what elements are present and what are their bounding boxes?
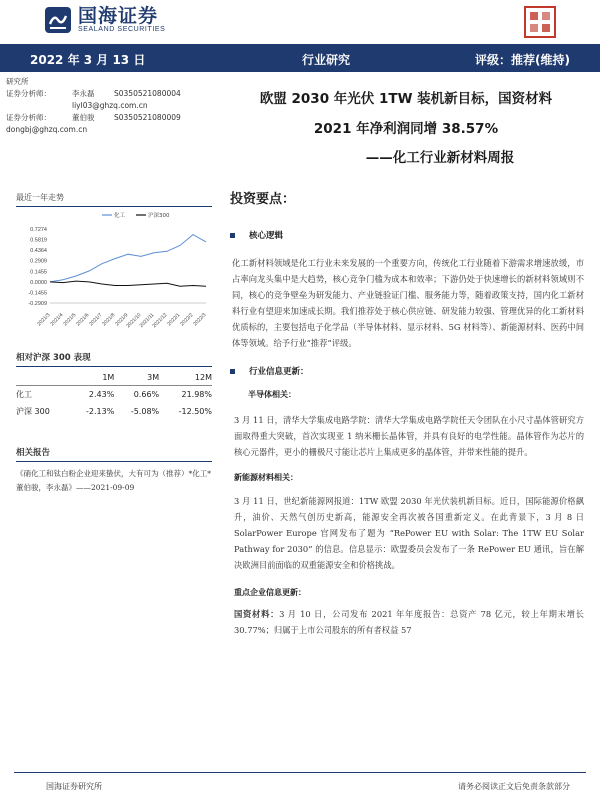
brand-name-cn: 国海证券 bbox=[78, 5, 159, 27]
row-name: 沪深 300 bbox=[16, 407, 50, 416]
analyst-info bbox=[6, 76, 226, 136]
industry-heading bbox=[230, 365, 584, 377]
investment-heading: 投资要点： bbox=[230, 192, 296, 207]
legend-label: 沪深300 bbox=[148, 213, 170, 219]
x-tick-label: 2021/12 bbox=[151, 312, 169, 330]
core-logic-paragraph: 化工新材料领域是化工行业未来发展的一个重要方向，传统化工行业随着下游需求增速放缓，市占率向龙头集中是大趋势，核心竞争门槛为成本和效率；下游仍处于快速增长的新材料领域则不同，核心的竞争壁垒为研发能力、产业链验证门槛、服务能力等，随着政策支持，国内化工新材料行业有望迎来加速成长期。我们推荐处于核心供应链、研发能力较强、管理优异的化工新材料优质标的，主要包括电子化学品（半导体材料、显示材料、5G 材料等）、新能源材料、医药中间体等领域。给予行业“推荐”评级。 bbox=[232, 258, 584, 348]
red-seal-icon bbox=[522, 4, 558, 40]
analyst-email-row bbox=[6, 124, 226, 136]
row-name: 化工 bbox=[16, 390, 32, 399]
series-line-化工 bbox=[50, 235, 206, 282]
analyst-role: 证券分析师： bbox=[6, 89, 51, 98]
x-tick-label: 2021/9 bbox=[114, 312, 130, 328]
x-tick-label: 2021/8 bbox=[101, 312, 117, 328]
cell-3m: -5.08% bbox=[130, 407, 160, 416]
cell-12m: -12.50% bbox=[178, 407, 212, 416]
energy-paragraph: 3 月 11 日，世纪新能源网报道：1TW 欧盟 2030 年光伏装机新目标。近日，国际能源价格飙升，油价、天然气创历史新高，能源安全再次被各国重新定义。在此背景下，3 月 8 日 SolarPower Europe 官网发布了题为 “RePower EU with Solar: The 1TW EU Solar Pathway for 2030” 的信息。信息显示：欧盟委员会发布了一条 RePower EU 通讯，旨在解决欧洲目前面临的双重能源安全和价格挑战。 bbox=[234, 496, 584, 570]
table-row bbox=[16, 403, 212, 420]
cell-1m: 2.43% bbox=[88, 390, 115, 399]
brand-name-en: SEALAND SECURITIES bbox=[78, 26, 166, 33]
col-header: 3M bbox=[114, 367, 159, 386]
title-line-1: 欧盟 2030 年光伏 1TW 装机新目标，国资材料 bbox=[259, 91, 553, 107]
legend-label: 化工 bbox=[114, 213, 126, 219]
core-logic-heading bbox=[230, 229, 584, 241]
table-header-row bbox=[16, 367, 212, 386]
x-tick-label: 2022/3 bbox=[192, 312, 208, 328]
analyst-cert: S0350521080004 bbox=[114, 89, 181, 98]
header-bar bbox=[0, 44, 600, 72]
y-tick-label: 0.1455 bbox=[30, 269, 47, 276]
analyst-cert: S0350521080009 bbox=[114, 113, 181, 122]
company-text: 3 月 10 日，公司发布 2021 年年度报告：总资产 78 亿元，较上年期末增长 30.77%；归属于上市公司股东的所有者权益 57 bbox=[234, 609, 584, 635]
x-tick-label: 2021/3 bbox=[36, 312, 52, 328]
performance-table bbox=[16, 367, 212, 420]
semiconductor-paragraph: 3 月 11 日，清华大学集成电路学院：清华大学集成电路学院任天令团队在小尺寸晶体管研究方面取得重大突破，首次实现亚 1 纳米栅长晶体管，并具有良好的电学性能。晶体管作为芯片的核心元器件，更小的栅极尺寸能让芯片上集成更多的晶体管，并带来性能的提升。 bbox=[234, 415, 584, 457]
semiconductor-heading: 半导体相关： bbox=[248, 390, 296, 399]
bullet-square-icon bbox=[230, 369, 235, 374]
research-dept: 研究所 bbox=[6, 77, 29, 86]
industry-label: 行业信息更新： bbox=[249, 367, 309, 377]
trend-chart-svg bbox=[16, 207, 212, 335]
col-header bbox=[16, 367, 70, 386]
analyst-role: 证券分析师： bbox=[6, 113, 51, 122]
analyst-name: 董伯骏 bbox=[72, 113, 95, 122]
performance-title: 相对沪深 300 表现 bbox=[16, 351, 212, 367]
series-line-沪深300 bbox=[50, 281, 206, 286]
title-line-2: 2021 年净利润同增 38.57% bbox=[313, 121, 499, 137]
x-tick-label: 2021/6 bbox=[75, 312, 91, 328]
y-tick-label: 0.7274 bbox=[30, 227, 47, 233]
y-tick-label: 0.5819 bbox=[30, 237, 47, 244]
y-tick-label: 0.2909 bbox=[30, 258, 47, 265]
trend-label: 最近一年走势 bbox=[16, 192, 212, 207]
analyst-name: 李永磊 bbox=[72, 89, 95, 98]
company-name: 国资材料： bbox=[234, 609, 280, 619]
related-report-link[interactable]: 《硝化工和钛白粉企业迎来蛰伏，大有可为（推荐）*化工*董伯骏，李永磊》——2021-09-09 bbox=[16, 469, 211, 492]
report-date: 2022 年 3 月 13 日 bbox=[30, 53, 146, 67]
y-tick-label: 0.4364 bbox=[30, 248, 47, 255]
core-logic-label: 核心逻辑 bbox=[249, 231, 284, 241]
analyst-email[interactable]: dongbj@ghzq.com.cn bbox=[6, 125, 88, 134]
analyst-email-row bbox=[6, 100, 226, 112]
footer-divider bbox=[14, 772, 586, 773]
sealand-logo-icon bbox=[44, 6, 72, 34]
trend-chart bbox=[16, 207, 212, 335]
analyst-row bbox=[6, 112, 226, 124]
analyst-row bbox=[6, 88, 226, 100]
x-tick-label: 2021/7 bbox=[88, 312, 104, 328]
col-header: 12M bbox=[159, 367, 212, 386]
analyst-email[interactable]: liyl03@ghzq.com.cn bbox=[72, 101, 148, 110]
related-title: 相关报告 bbox=[16, 446, 212, 462]
company-paragraph bbox=[230, 606, 584, 638]
y-tick-label: -0.2909 bbox=[28, 301, 47, 307]
footer-left: 国海证券研究所 bbox=[46, 782, 102, 791]
x-tick-label: 2022/2 bbox=[179, 312, 195, 328]
report-subtitle: ——化工行业新材料周报 bbox=[365, 150, 515, 166]
company-heading: 重点企业信息更新： bbox=[234, 588, 306, 597]
x-tick-label: 2022/1 bbox=[166, 312, 182, 328]
x-tick-label: 2021/10 bbox=[125, 312, 143, 330]
y-tick-label: 0.0000 bbox=[30, 279, 47, 286]
left-sidebar bbox=[16, 192, 212, 495]
report-type: 行业研究 bbox=[302, 53, 351, 67]
x-tick-label: 2021/4 bbox=[49, 312, 65, 328]
report-title bbox=[226, 84, 586, 144]
bullet-square-icon bbox=[230, 233, 235, 238]
cell-12m: 21.98% bbox=[181, 390, 212, 399]
energy-heading: 新能源材料相关： bbox=[234, 473, 298, 482]
x-tick-label: 2021/11 bbox=[138, 312, 156, 329]
brand-logo bbox=[44, 6, 165, 34]
x-tick-label: 2021/5 bbox=[62, 312, 78, 328]
footer-right: 请务必阅读正文后免责条款部分 bbox=[458, 782, 570, 791]
y-tick-label: -0.1455 bbox=[28, 290, 47, 297]
col-header: 1M bbox=[70, 367, 115, 386]
cell-3m: 0.66% bbox=[133, 390, 160, 399]
table-row bbox=[16, 386, 212, 404]
rating: 评级：推荐(维持) bbox=[475, 53, 570, 67]
main-content bbox=[230, 188, 584, 638]
cell-1m: -2.13% bbox=[86, 407, 115, 416]
